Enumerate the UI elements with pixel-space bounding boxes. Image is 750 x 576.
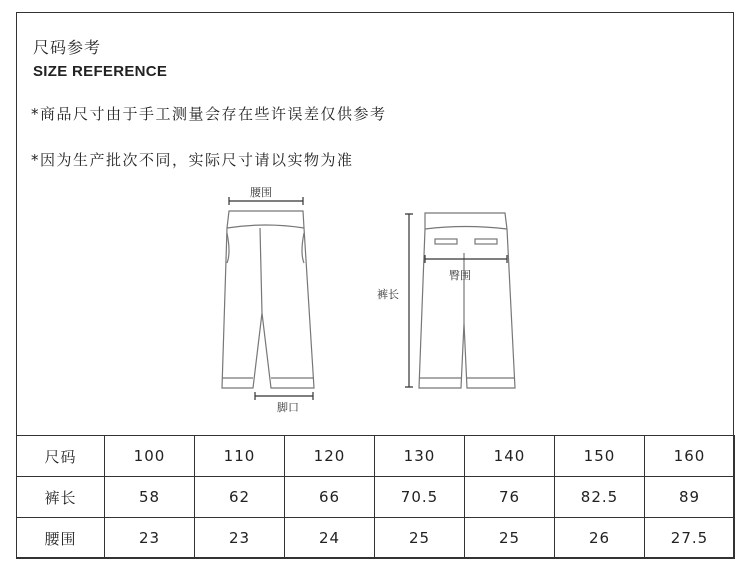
table-cell: 110: [195, 436, 285, 477]
table-cell: 62: [195, 477, 285, 518]
length-label: 裤长: [377, 288, 399, 301]
front-pants-outline: [222, 211, 314, 388]
back-pants-outline: [419, 213, 515, 388]
length-measure-arrow: [405, 214, 413, 387]
table-cell: 24: [285, 518, 375, 559]
table-cell: 27.5: [645, 518, 735, 559]
hem-label: 脚口: [277, 401, 299, 414]
table-cell: 58: [105, 477, 195, 518]
row-header: 裤长: [17, 477, 105, 518]
row-header: 尺码: [17, 436, 105, 477]
title-english: SIZE REFERENCE: [33, 63, 168, 80]
table-row: [17, 518, 735, 559]
table-cell: 89: [645, 477, 735, 518]
table-cell: 23: [105, 518, 195, 559]
table-cell: 76: [465, 477, 555, 518]
table-cell: 130: [375, 436, 465, 477]
table-cell: 25: [375, 518, 465, 559]
title-chinese: 尺码参考: [33, 38, 102, 57]
table-row: [17, 477, 735, 518]
batch-note: *因为生产批次不同，实际尺寸请以实物为准: [31, 151, 354, 169]
hip-measure-arrow: [425, 255, 507, 263]
hip-label: 臀围: [449, 269, 471, 282]
table-row: [17, 436, 735, 477]
table-cell: 26: [555, 518, 645, 559]
table-cell: 25: [465, 518, 555, 559]
table-cell: 120: [285, 436, 375, 477]
size-table: [16, 435, 735, 559]
hem-measure-arrow: [255, 392, 313, 400]
table-cell: 160: [645, 436, 735, 477]
measurement-note: *商品尺寸由于手工测量会存在些许误差仅供参考: [31, 105, 387, 123]
table-cell: 23: [195, 518, 285, 559]
pants-diagram: [17, 13, 735, 433]
table-cell: 66: [285, 477, 375, 518]
table-cell: 140: [465, 436, 555, 477]
table-cell: 82.5: [555, 477, 645, 518]
table-cell: 70.5: [375, 477, 465, 518]
row-header: 腰围: [17, 518, 105, 559]
size-reference-panel: [16, 12, 734, 558]
table-cell: 100: [105, 436, 195, 477]
waist-label: 腰围: [250, 186, 272, 199]
table-cell: 150: [555, 436, 645, 477]
